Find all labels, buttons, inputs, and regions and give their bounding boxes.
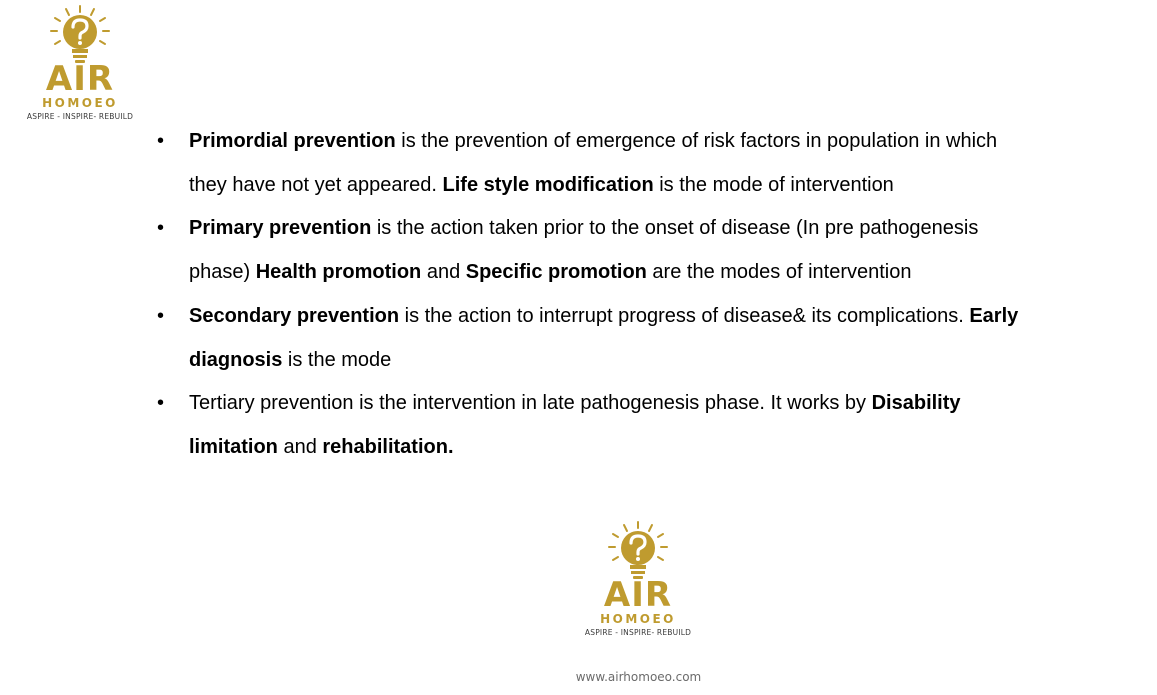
bullet-text [189, 207, 1037, 294]
brand-tagline: ASPIRE - INSPIRE- REBUILD [584, 628, 692, 637]
bold-term: Specific promotion [465, 261, 647, 284]
text-segment: and [277, 435, 323, 458]
bullet-text [189, 295, 1037, 382]
lightbulb-question-icon [605, 520, 671, 582]
bullet-marker: • [157, 130, 165, 152]
bullet-marker: • [157, 392, 165, 415]
brand-wordmark: AIR [603, 575, 673, 615]
text-segment: is the prevention of emergence of risk factors in population in which they have not yet appeared. [189, 130, 998, 196]
text-segment: is the mode of intervention [653, 173, 894, 196]
bullet-text [189, 120, 1037, 207]
bullet-marker: • [157, 217, 165, 240]
bold-term: Life style modification [442, 173, 654, 196]
bold-term: rehabilitation. [322, 435, 454, 458]
bold-term: Secondary prevention [189, 304, 400, 327]
text-segment: and [421, 261, 466, 284]
bold-term: Health promotion [255, 261, 422, 284]
brand-logo-bottom [584, 520, 692, 637]
brand-subtitle: HOMOEO [42, 96, 118, 110]
bold-term: Primary prevention [189, 217, 372, 240]
bullet-text [189, 382, 1037, 469]
brand-logo-top [26, 4, 134, 121]
list-item [157, 120, 1037, 207]
brand-wordmark: AIR [45, 59, 115, 99]
list-item [157, 207, 1037, 294]
text-segment: is the action taken prior to the onset of disease (In pre pathogenesis phase) [189, 217, 979, 284]
bold-term: Primordial prevention [189, 130, 396, 152]
bold-term: Disability limitation [189, 392, 961, 458]
list-item [157, 382, 1037, 469]
text-segment: is the action to interrupt progress of disease& its complications. [399, 304, 970, 327]
text-segment: is the mode [282, 348, 392, 371]
text-segment: are the modes of intervention [646, 261, 912, 284]
list-item [157, 295, 1037, 382]
text-segment: Tertiary prevention is the intervention in late pathogenesis phase. It works by [189, 392, 872, 415]
bold-term: Early diagnosis [189, 304, 1019, 371]
lightbulb-question-icon [47, 4, 113, 66]
bullet-marker: • [157, 304, 165, 327]
brand-subtitle: HOMOEO [600, 612, 676, 626]
footer-url: www.airhomoeo.com [575, 670, 702, 684]
prevention-levels-list [157, 120, 1037, 470]
brand-tagline: ASPIRE - INSPIRE- REBUILD [26, 112, 134, 121]
